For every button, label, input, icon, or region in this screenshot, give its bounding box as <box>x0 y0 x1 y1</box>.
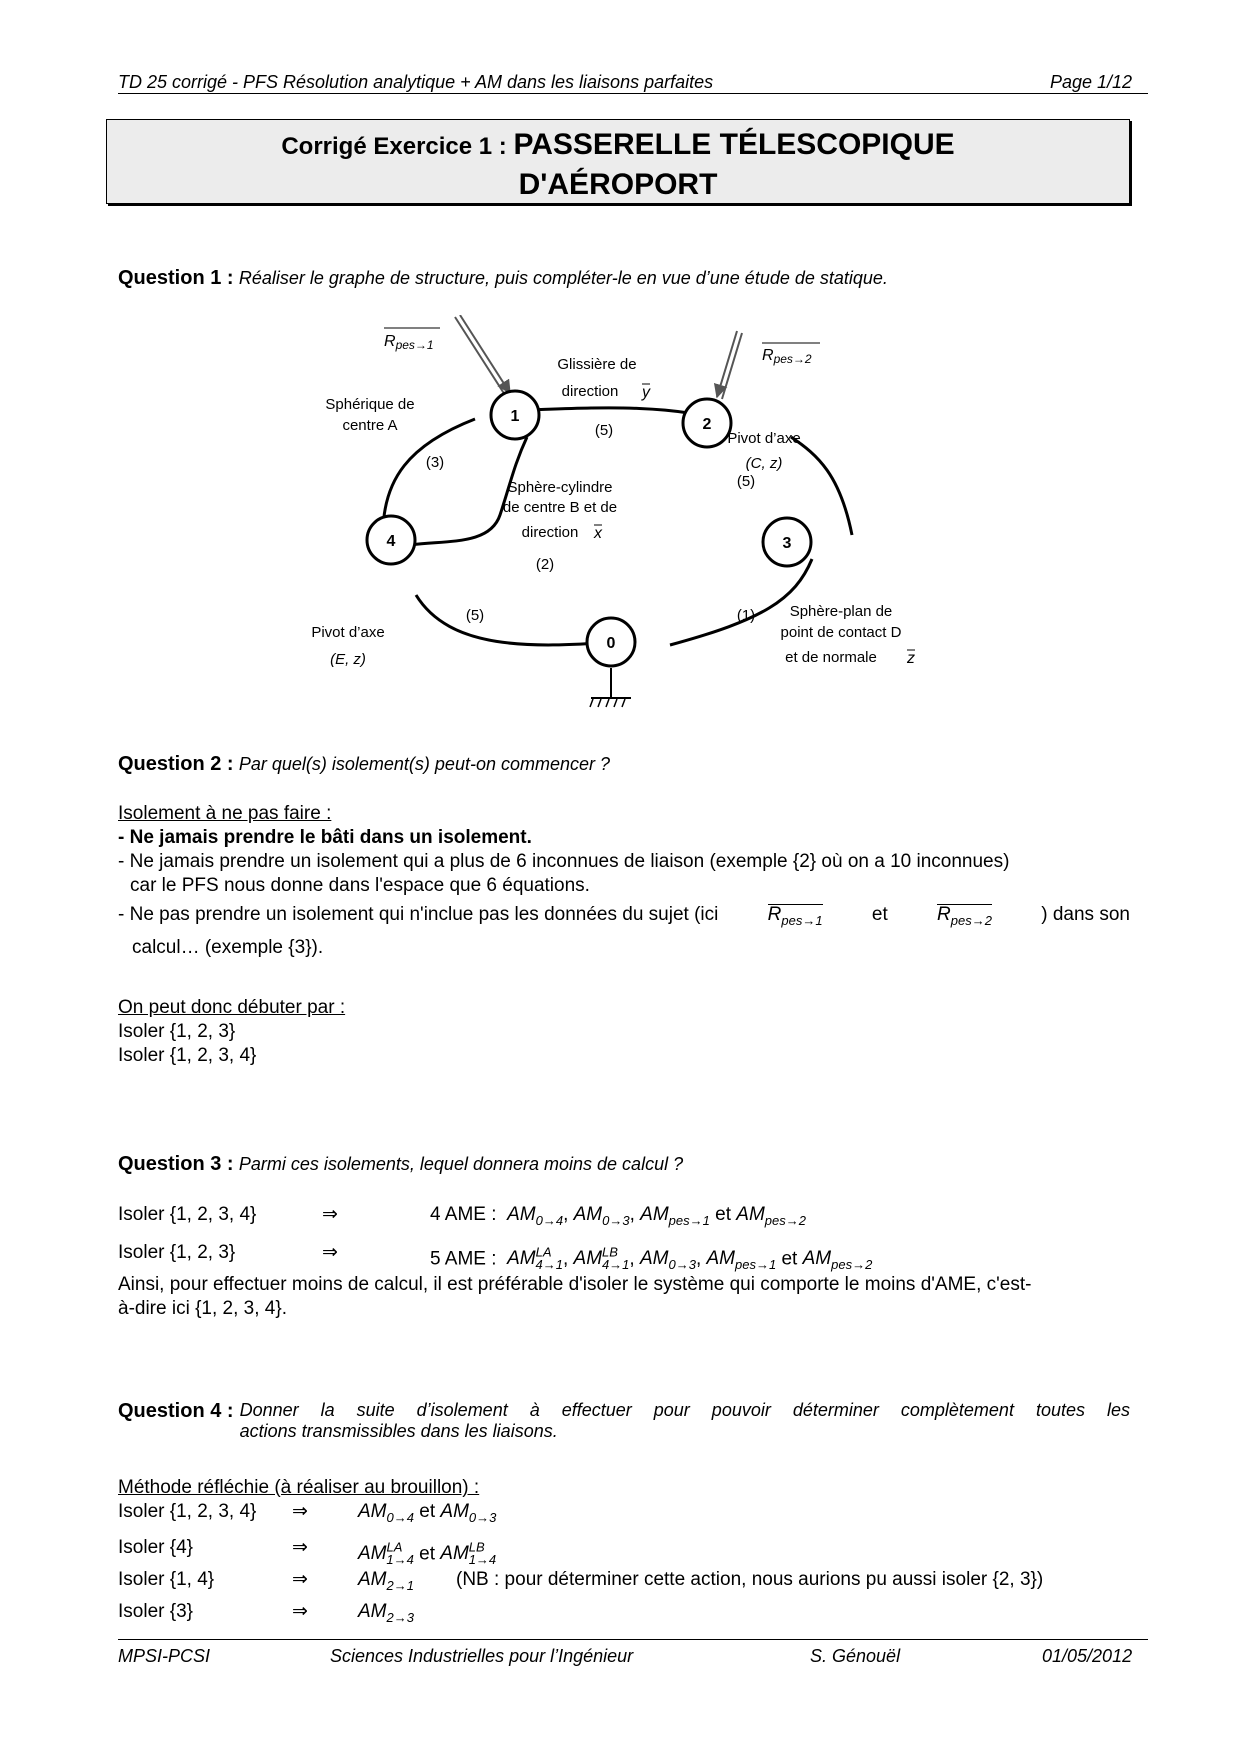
vector-r-pes-1: $R_{pes\to 1}$ <box>767 904 823 928</box>
q4-row-1: Isoler {1, 2, 3, 4} ⇒ $AM_{0\to 4}$ et $AM_{0\to 3}$ <box>118 1501 497 1525</box>
implies-icon: ⇒ <box>322 1204 338 1225</box>
implies-icon: ⇒ <box>292 1569 308 1590</box>
count-link-4-1: (2) <box>535 556 555 573</box>
count-link-1-2: (5) <box>594 422 614 439</box>
force-label-1: Rpes→1 <box>384 333 434 352</box>
q3-conclusion-2: à-dire ici {1, 2, 3, 4}. <box>118 1298 287 1319</box>
q2-start-heading: On peut donc débuter par : <box>118 996 346 1018</box>
question-3-text: Parmi ces isolements, lequel donnera moins de calcul ? <box>238 1154 684 1174</box>
question-4 <box>118 1400 1130 1442</box>
question-3-label: Question 3 : <box>118 1153 234 1175</box>
label-sphere-plan-1: Sphère-plan de <box>789 603 893 620</box>
footer-left: MPSI-PCSI <box>118 1646 211 1666</box>
link-0-4 <box>416 595 615 645</box>
ground-hatch <box>590 699 625 707</box>
question-1 <box>118 267 888 290</box>
label-glissiere-2: direction <box>561 383 619 400</box>
footer-center: Sciences Industrielles pour l’Ingénieur <box>330 1646 634 1666</box>
glissiere-axis: y <box>642 384 650 401</box>
node-0-label: 0 <box>606 635 616 652</box>
count-link-4-0: (5) <box>465 607 485 624</box>
count-link-3-0: (1) <box>736 607 756 624</box>
node-4-label: 4 <box>386 533 396 550</box>
node-3-label: 3 <box>782 535 792 552</box>
question-4-text-1: Donner la suite d’isolement à effectuer pour pouvoir déterminer complètement toutes les <box>239 1400 1130 1420</box>
q2-answer <box>118 802 1130 1068</box>
title-box <box>106 119 1130 204</box>
q2-rule-2b: car le PFS nous donne dans l'espace que 6 équations. <box>130 875 590 896</box>
question-4-text-2: actions transmissibles dans les liaisons. <box>239 1421 558 1441</box>
q3-row-1 <box>118 1203 1138 1237</box>
q3-row-1-ame: 4 AME : $AM_{0\to 4}$, $AM_{0\to 3}$, $AM_{pes\to 1}$ et $AM_{pes\to 2}$ <box>430 1204 806 1228</box>
q2-rule-2a: - Ne jamais prendre un isolement qui a plus de 6 inconnues de liaison (exemple {2} où on a 10 inconnues) <box>118 851 1010 872</box>
q4-row-2: Isoler {4} ⇒ $AM^{LA}_{1\to 4}$ et $AM^{LB}_{1\to 4}$ <box>118 1537 497 1568</box>
label-sphere-cyl-2: de centre B et de <box>502 499 618 516</box>
implies-icon: ⇒ <box>292 1501 308 1522</box>
title-main-line1: PASSERELLE TÉLESCOPIQUE <box>513 128 955 161</box>
count-link-1-4: (3) <box>425 454 445 471</box>
q3-answer <box>118 1203 1138 1321</box>
question-4-label: Question 4 : <box>118 1400 234 1422</box>
q3-row-1-isolement: Isoler {1, 2, 3, 4} <box>118 1204 257 1225</box>
q2-rule-3 <box>118 903 1130 930</box>
question-1-label: Question 1 : <box>118 267 234 289</box>
node-2-label: 2 <box>702 416 712 433</box>
q3-row-2-isolement: Isoler {1, 2, 3} <box>118 1242 236 1263</box>
q2-start-1: Isoler {1, 2, 3} <box>118 1020 236 1042</box>
implies-icon: ⇒ <box>292 1601 308 1622</box>
force-arrow-1 <box>460 315 510 393</box>
force-arrow-2 <box>717 331 737 397</box>
question-3 <box>118 1153 683 1176</box>
q2-rule-3c: calcul… (exemple {3}). <box>132 936 324 958</box>
label-spherique-2: centre A <box>342 417 398 434</box>
node-1-label: 1 <box>510 408 520 425</box>
link-4-1 <box>383 419 475 531</box>
label-sphere-plan-3: et de normale <box>785 649 877 666</box>
label-glissiere-1: Glissière de <box>557 356 637 373</box>
q3-row-2-ame: 5 AME : $AM^{LA}_{4\to 1}$, $AM^{LB}_{4\to 1}$, $AM_{0\to 3}$, $AM_{pes\to 1}$ et $AM_{pes\to 2}$ <box>430 1245 873 1273</box>
label-spherique-1: Sphérique de <box>325 396 415 413</box>
label-sphere-cyl-3: direction <box>521 524 579 541</box>
count-link-2-3: (5) <box>736 473 756 490</box>
q2-heading: Isolement à ne pas faire : <box>118 803 332 824</box>
q2-rule-3a: - Ne pas prendre un isolement qui n'inclue pas les données du sujet (ici <box>118 904 719 925</box>
q4-heading: Méthode réfléchie (à réaliser au brouillon) : <box>118 1477 480 1498</box>
q2-rule-3b: ) dans son <box>1041 904 1130 925</box>
label-sphere-plan-2: point de contact D <box>780 624 902 641</box>
q4-row-4: Isoler {3} ⇒ $AM_{2\to 3}$ <box>118 1601 414 1625</box>
footer-author: S. Génouël <box>810 1646 901 1666</box>
q2-rule-1: - Ne jamais prendre le bâti dans un isolement. <box>118 827 532 848</box>
header-left: TD 25 corrigé - PFS Résolution analytique + AM dans les liaisons parfaites <box>118 72 714 92</box>
q3-row-2 <box>118 1237 1138 1273</box>
header-page-number: Page 1/12 <box>1050 72 1133 92</box>
label-sphere-cyl-1: Sphère-cylindre <box>507 479 613 496</box>
q4-row-3-note: (NB : pour déterminer cette action, nous aurions pu aussi isoler {2, 3}) <box>456 1569 1044 1590</box>
title-main-line2: D'AÉROPORT <box>518 168 718 201</box>
structure-graph <box>300 315 960 710</box>
q4-row-3: Isoler {1, 4} ⇒ $AM_{2\to 1}$ (NB : pour déterminer cette action, nous aurions pu aussi isoler {2, 3}) <box>118 1569 1044 1593</box>
q2-start-2: Isoler {1, 2, 3, 4} <box>118 1044 257 1066</box>
implies-icon: ⇒ <box>292 1537 308 1558</box>
q3-conclusion-1: Ainsi, pour effectuer moins de calcul, il est préférable d'isoler le système qui comporte le moins d'AME, c'est- <box>118 1274 1032 1295</box>
label-pivot-e-axis: (E, z) <box>330 651 366 668</box>
implies-icon: ⇒ <box>322 1242 338 1263</box>
title-prefix: Corrigé Exercice 1 : <box>281 133 514 160</box>
question-1-text: Réaliser le graphe de structure, puis compléter-le en vue d’une étude de statique. <box>238 268 888 288</box>
label-pivot-e-1: Pivot d’axe <box>311 624 385 641</box>
q2-rule-3-et: et <box>871 904 888 925</box>
question-2-text: Par quel(s) isolement(s) peut-on commencer ? <box>238 754 611 774</box>
label-pivot-c-1: Pivot d’axe <box>727 430 801 447</box>
question-2 <box>118 753 610 776</box>
label-pivot-c-axis: (C, z) <box>745 455 783 472</box>
footer-rule <box>118 1639 1148 1640</box>
vector-r-pes-2: $R_{pes\to 2}$ <box>937 904 992 928</box>
footer-date: 01/05/2012 <box>1042 1646 1133 1666</box>
q4-answer <box>118 1476 1138 1628</box>
force-label-2: Rpes→2 <box>762 347 812 366</box>
sphere-plan-axis: z <box>907 650 915 667</box>
question-2-label: Question 2 : <box>118 753 234 775</box>
sphere-cyl-axis: x <box>594 525 602 542</box>
header-rule <box>118 93 1148 94</box>
